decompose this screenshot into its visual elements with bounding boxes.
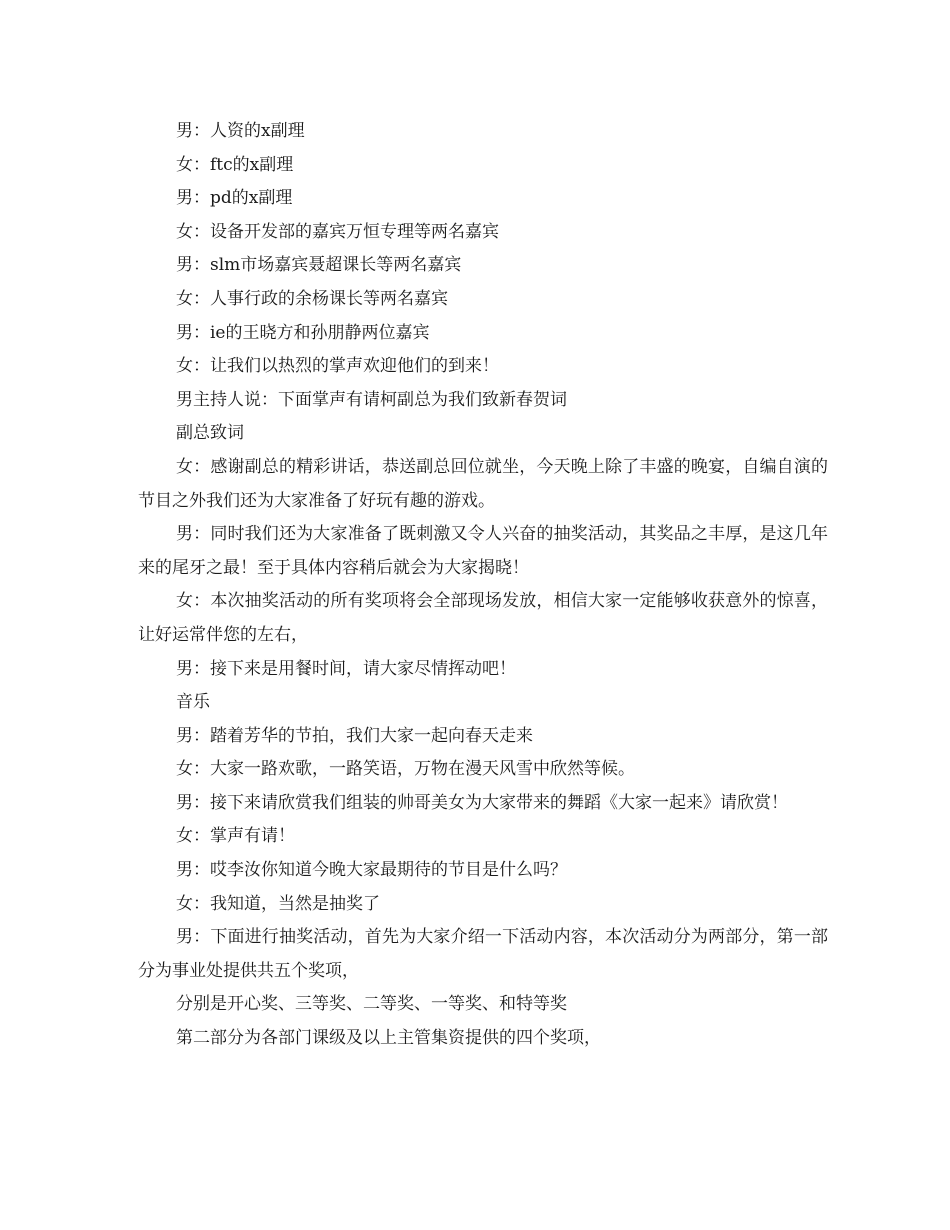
paragraph: 男：同时我们还为大家准备了既刺激又令人兴奋的抽奖活动，其奖品之丰厚，是这几年来的尾牙之最！至于具体内容稍后就会为大家揭晓！ xyxy=(138,524,828,578)
paragraph: 女：设备开发部的嘉宾万恒专理等两名嘉宾 xyxy=(176,221,499,242)
paragraph: 男主持人说：下面掌声有请柯副总为我们致新春贺词 xyxy=(176,389,567,410)
paragraph: 男：人资的x副理 xyxy=(176,121,305,141)
paragraph: 男：slm市场嘉宾聂超课长等两名嘉宾 xyxy=(176,255,462,276)
paragraph: 男：ie的王晓方和孙朋静两位嘉宾 xyxy=(176,322,430,343)
paragraph: 男：踏着芳华的节拍，我们大家一起向春天走来 xyxy=(176,725,533,746)
document-body xyxy=(138,115,828,1056)
paragraph: 女：感谢副总的精彩讲话，恭送副总回位就坐，今天晚上除了丰盛的晚宴，自编自演的节目之外我们还为大家准备了好玩有趣的游戏。 xyxy=(138,456,828,511)
paragraph: 副总致词 xyxy=(176,423,244,444)
paragraph: 女：让我们以热烈的掌声欢迎他们的到来！ xyxy=(176,356,499,377)
paragraph: 女：大家一路欢歌，一路笑语，万物在漫天风雪中欣然等候。 xyxy=(176,759,635,780)
paragraph: 第二部分为各部门课级及以上主管集资提供的四个奖项， xyxy=(176,1028,601,1049)
paragraph: 分别是开心奖、三等奖、二等奖、一等奖、和特等奖 xyxy=(176,994,567,1015)
paragraph: 男：接下来是用餐时间，请大家尽情挥动吧！ xyxy=(176,658,516,679)
paragraph: 男：pd的x副理 xyxy=(176,188,293,209)
paragraph: 女：本次抽奖活动的所有奖项将会全部现场发放，相信大家一定能够收获意外的惊喜，让好运常伴您的左右， xyxy=(138,591,828,645)
paragraph: 男：哎李汝你知道今晚大家最期待的节目是什么吗？ xyxy=(176,860,567,881)
paragraph: 男：下面进行抽奖活动，首先为大家介绍一下活动内容，本次活动分为两部分，第一部分为事业处提供共五个奖项， xyxy=(138,927,828,981)
paragraph: 女：ftc的x副理 xyxy=(176,154,294,175)
paragraph: 女：人事行政的余杨课长等两名嘉宾 xyxy=(176,288,448,309)
paragraph: 女：我知道，当然是抽奖了 xyxy=(176,893,380,914)
paragraph: 女：掌声有请！ xyxy=(176,826,295,847)
paragraph: 男：接下来请欣赏我们组装的帅哥美女为大家带来的舞蹈《大家一起来》请欣赏！ xyxy=(176,792,788,813)
paragraph: 音乐 xyxy=(176,692,210,713)
